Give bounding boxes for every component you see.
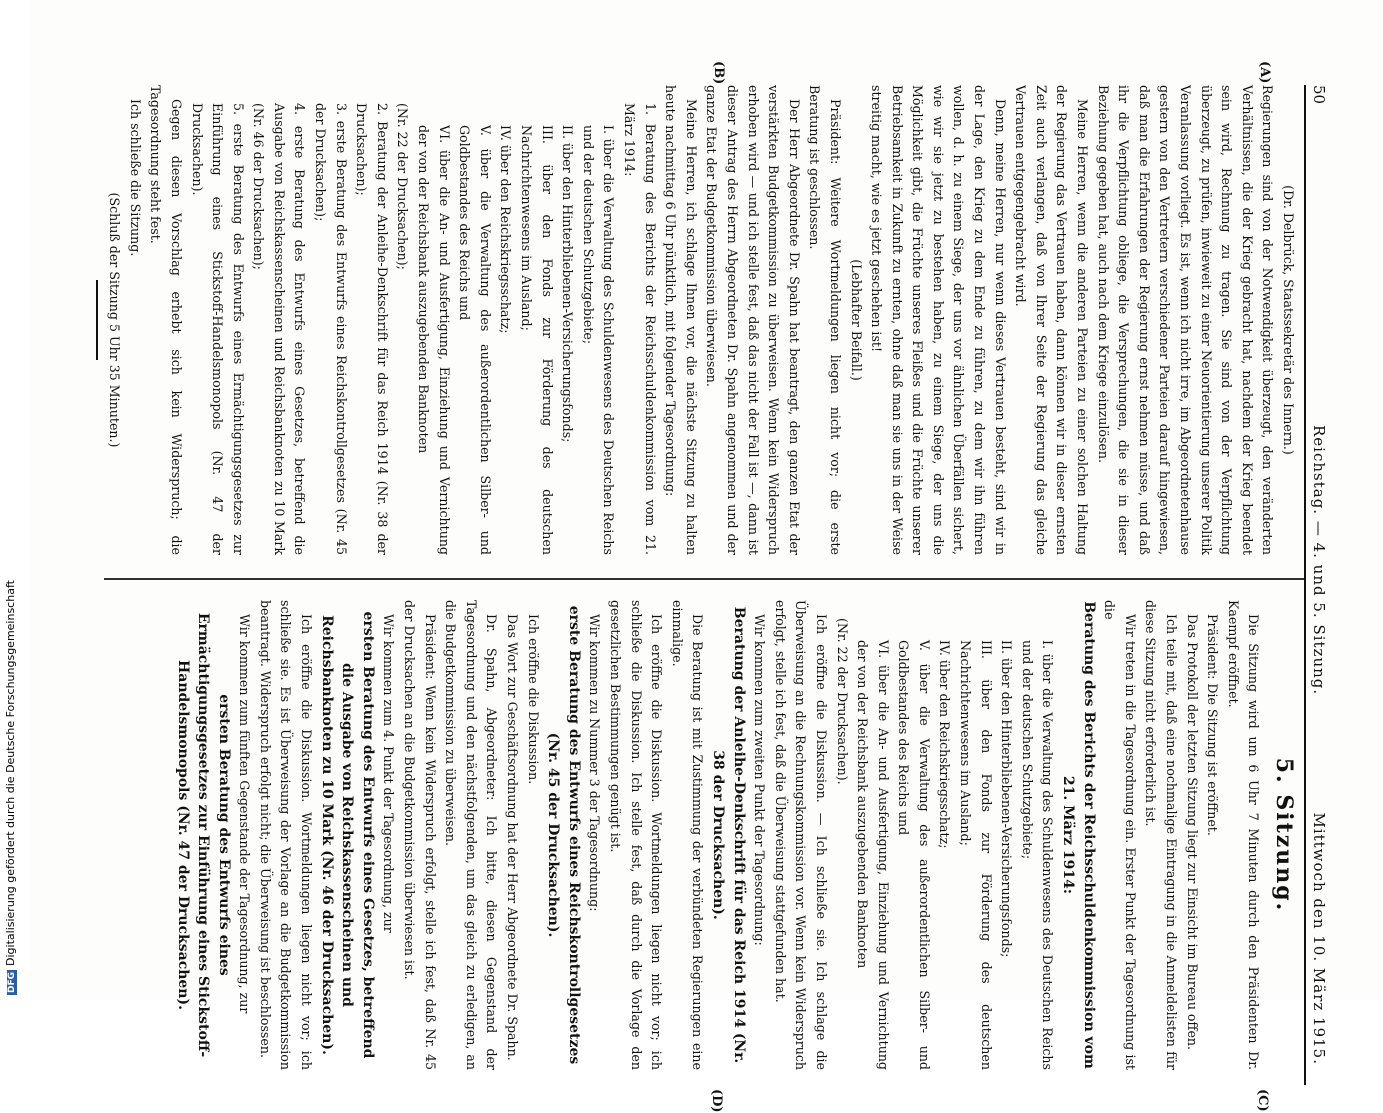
paragraph: Wir kommen zum zweiten Punkt der Tagesordnung:	[752, 614, 768, 946]
section-title: 5. Sitzung.	[1271, 757, 1297, 913]
credit-text: Digitalisierung gefördert durch die Deutsche Forschungsgemeinschaft	[4, 580, 17, 966]
agenda-subitem: I. über die Verwaltung des Schuldenwesens des Deutschen Reichs und der deutschen Schutzgebiete;	[580, 125, 617, 555]
agenda-item: 2. Beratung der Anleihe-Denkschrift für das Reich 1914 (Nr. 38 der Drucksachen);	[354, 103, 390, 555]
paragraph: Ich eröffne die Diskussion. Wortmeldungen liegen nicht vor; ich schließe die Diskussion. Ich stelle fest, daß durch die Vorlage den gesetzlichen Bestimmungen genügt ist.	[608, 600, 665, 1070]
paragraph: Ich eröffne die Diskussion. — Ich schließe sie. Ich schlage die Überweisung an die Rechnungskommission vor. Wenn kein Widerspruch erfolgt, stelle ich fest, daß die Überweisung stattgefunden hat.	[772, 600, 829, 1070]
agenda-item: 5. erste Beratung des Entwurfs eines Ermächtigungsgesetzes zur Einführung eines Stickstoff-Handelsmonopols (Nr. 47 der Drucksachen).	[189, 103, 246, 555]
paragraph: Meine Herren, wenn die anderen Parteien zu einer solchen Haltung der Regierung das Vertrauen haben, dann können wir in dieser ernsten Zeit auch verlangen, daß von Ihrer Seite der Regierung das gleiche Vertrauen entgegengebracht wird.	[1013, 85, 1091, 555]
rotated-document-frame	[90, 61, 1330, 1113]
agenda-subitem: VI. über die An- und Ausfertigung, Einziehung und Vernichtung der von der Reichsbank auszugebenden Banknoten	[855, 640, 891, 1070]
paragraph: Gegen diesen Vorschlag erhebt sich kein Widerspruch; die Tagesordnung steht fest.	[148, 85, 184, 555]
agenda-subitem: III. über den Fonds zur Förderung des deutschen Nachrichtenwesens im Ausland;	[958, 640, 994, 1070]
president-statement: Präsident: Weitere Wortmeldungen liegen nicht vor; die erste Beratung ist geschlossen.	[807, 85, 843, 555]
speaker-note: (Dr. Delbrück, Staatssekretär des Innern.)	[1281, 185, 1296, 455]
agenda-heading: ersten Beratung des Entwurfs eines Gesetzes, betreffend die Ausgabe von Reichskassenscheinen und Reichsbanknoten zu 10 Mark (Nr. 46 der Drucksachen).	[318, 611, 376, 1059]
running-header	[1304, 85, 1330, 1085]
end-rule	[96, 280, 98, 360]
paragraph: Ich teile mit, daß eine nochmalige Eintragung in die Anmeldelisten für diese Sitzung nicht erforderlich ist.	[1143, 600, 1180, 1070]
paragraph: Wir kommen zum fünften Gegenstande der Tagesordnung, zur	[237, 614, 253, 1014]
president-statement: Präsident: Die Sitzung ist eröffnet.	[1205, 614, 1221, 836]
agenda-heading: Beratung des Berichts der Reichsschuldenkommission vom 21. März 1914:	[1060, 601, 1097, 1069]
header-session: Reichstag. — 4. und 5. Sitzung.	[1310, 425, 1328, 696]
column-divider	[104, 578, 1304, 580]
paragraph: Wir kommen zu Nummer 3 der Tagesordnung:	[587, 614, 603, 912]
margin-letter-c: (C)	[1255, 1089, 1270, 1112]
agenda-heading: erste Beratung des Entwurfs eines Reichskontrollgesetzes (Nr. 45 der Drucksachen).	[545, 605, 582, 1065]
left-column	[108, 85, 1298, 555]
agenda-heading: Beratung der Anleihe-Denkschrift für das Reich 1914 (Nr. 38 der Drucksachen).	[709, 606, 747, 1064]
agenda-item: 1. Beratung des Berichts der Reichsschuldenkommission vom 21. März 1914:	[622, 103, 658, 555]
agenda-subitem: IV. über den Reichskriegsschatz;	[498, 125, 514, 334]
margin-letter-a: (A)	[1257, 61, 1272, 84]
president-statement: Präsident: Wenn kein Widerspruch erfolgt, stelle ich fest, daß Nr. 45 der Drucksachen an die Budgetkommission überwiesen ist.	[402, 600, 438, 1070]
applause-note: (Lebhafter Beifall.)	[848, 259, 864, 381]
agenda-item: 3. erste Beratung des Entwurfs eines Reichskontrollgesetzes (Nr. 45 der Drucksachen);	[313, 103, 349, 555]
agenda-heading: ersten Beratung des Entwurfs eines Ermächtigungsgesetzes zur Einführung eines Stickstoff-Handelsmonopols (Nr. 47 der Drucksachen).	[174, 612, 232, 1058]
header-date: Mittwoch den 10. März 1915.	[1310, 812, 1328, 1065]
dfg-logo-icon: DFG	[7, 971, 17, 993]
paragraph: Das Wort zur Geschäftsordnung hat der Herr Abgeordnete Dr. Spahn.	[505, 614, 521, 1061]
agenda-subitem: VI. über die An- und Ausfertigung, Einziehung und Vernichtung der von der Reichsbank auszugebenden Banknoten	[416, 125, 452, 555]
agenda-subitem: I. über die Verwaltung des Schuldenwesens des Deutschen Reichs und der deutschen Schutzgebiete;	[1019, 640, 1056, 1070]
paragraph: Wir kommen zum 4. Punkt der Tagesordnung, zur	[381, 614, 397, 933]
paragraph: Der Herr Abgeordnete Dr. Spahn hat beantragt, den ganzen Etat der verstärkten Budgetkommission zu überweisen. Wenn kein Widerspruch erhoben wird — und ich stelle fest, daß das nicht der Fall ist —, dann ist dieser Antrag des Herrn Abgeordneten Dr. Spahn angenommen und der ganze Etat der Budgetkommission überwiesen.	[704, 85, 802, 555]
margin-letter-b: (B)	[711, 61, 726, 85]
paragraph: Regierungen sind von der Notwendigkeit überzeugt, den veränderten Verhältnissen, die der Krieg gebracht hat, nachdem der Krieg beendet sein wird, Rechnung zu tragen. Sie sind von der Verpflichtung überzeugt, zu prüfen, inwieweit zu einer Neuorientierung unserer Politik Veranlassung vorliegt. Es ist, wenn ich nicht irre, im Abgeordnetenhause gestern von den Vertretern verschiedener Parteien darauf hingewiesen, daß man die Erfahrungen der Regierung ernst nehmen müsse, und daß ihr die Verpflichtung obliege, die Versprechungen, die sie in dieser Beziehung gegeben hat, auch nach dem Kriege einzulösen.	[1095, 85, 1276, 555]
header-rule	[1304, 85, 1306, 1085]
agenda-subitem: V. über die Verwaltung des außerordentlichen Silber- und Goldbestandes des Reichs und	[896, 640, 932, 1070]
agenda-subitem: IV. über den Reichskriegsschatz;	[937, 640, 953, 849]
paragraph: Denn, meine Herren, nur wenn dieses Vertrauen besteht, sind wir in der Lage, den Krieg zu dem Ende zu führen, zu dem wir ihn führen wollen, d. h. zu einem Siege, der uns vor ähnlichen Überfällen sichert, wie wir sie jetzt zu bestehen haben, zu einem Siege, der uns die Möglichkeit gibt, die Früchte unseres Fleißes und die Früchte unserer Betriebsamkeit in Zukunft zu ernten, ohne daß man sie uns in der Weise streitig macht, wie es jetzt geschehen ist!	[869, 85, 1008, 555]
agenda-item: 4. erste Beratung des Entwurfs eines Gesetzes, betreffend die Ausgabe von Reichskassenscheinen und Reichsbanknoten zu 10 Mark (Nr. 46 der Drucksachen);	[251, 103, 308, 555]
digitization-credit	[0, 0, 30, 1000]
speaker-statement: Dr. Spahn, Abgeordneter: Ich bitte, diesen Gegenstand der Tagesordnung und den nächstfolgenden, um das gleich zu erledigen, an die Budgetkommission zu überweisen.	[443, 600, 500, 1070]
paragraph: Ich schließe die Sitzung.	[127, 99, 143, 257]
paragraph: Die Sitzung wird um 6 Uhr 7 Minuten durch den Präsidenten Dr. Kaempf eröffnet.	[1225, 600, 1262, 1070]
right-column	[108, 600, 1298, 1070]
closing-note: (Schluß der Sitzung 5 Uhr 35 Minuten.)	[107, 192, 123, 448]
paragraph: Meine Herren, ich schlage Ihnen vor, die nächste Sitzung zu halten heute nachmittag 6 Uhr pünktlich, mit folgender Tagesordnung:	[663, 85, 699, 555]
agenda-subitem: III. über den Fonds zur Förderung des deutschen Nachrichtenwesens im Ausland;	[519, 125, 555, 555]
margin-letter-d: (D)	[709, 1089, 724, 1113]
agenda-subitem: II. über den Hinterbliebenen-Versicherungsfonds;	[999, 640, 1015, 958]
agenda-subitem: V. über die Verwaltung des außerordentlichen Silber- und Goldbestandes des Reichs und	[457, 125, 493, 555]
paragraph: Ich eröffne die Diskussion. Wortmeldungen liegen nicht vor; ich schließe sie. Es ist Überweisung der Vorlage an die Budgetkommission beantragt. Widerspruch erfolgt nicht; die Überweisung ist beschlossen.	[257, 600, 315, 1070]
agenda-reference: (Nr. 22 der Drucksachen);	[395, 103, 411, 270]
agenda-subitem: II. über den Hinterbliebenen-Versicherungsfonds;	[560, 125, 576, 443]
paragraph: Die Beratung ist mit Zustimmung der verbündeten Regierungen eine einmalige.	[669, 600, 706, 1070]
page-number: 50	[1310, 85, 1328, 105]
paragraph: Wir treten in die Tagesordnung ein. Erster Punkt der Tagesordnung ist die	[1102, 600, 1138, 1070]
paragraph: Das Protokoll der letzten Sitzung liegt zur Einsicht im Bureau offen.	[1184, 614, 1200, 1051]
agenda-reference: (Nr. 22 der Drucksachen).	[834, 618, 850, 785]
paragraph: Ich eröffne die Diskussion.	[525, 614, 541, 785]
